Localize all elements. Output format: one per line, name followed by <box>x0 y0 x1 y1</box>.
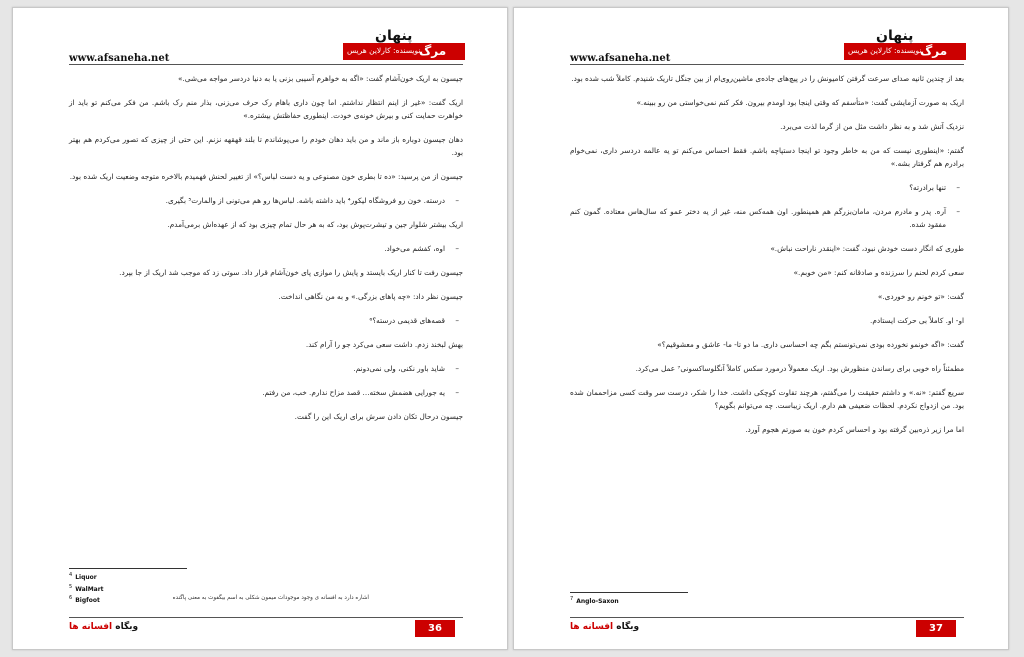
book-title <box>876 28 913 44</box>
paragraph: نزدیک آتش شد و به نظر داشت مثل من از گرما لذت می‌برد. <box>780 122 964 131</box>
footnote <box>570 595 870 607</box>
book-title <box>375 28 412 44</box>
paragraph: بهش لبخند زدم. داشت سعی می‌کرد جو را آرام کند. <box>305 340 463 349</box>
dialogue-line: – اوه، کفشم می‌خواد. <box>69 242 463 255</box>
book-title-word: مرگ <box>920 44 948 58</box>
page-header <box>514 8 1008 68</box>
footer-brand-b: افسانه ها <box>570 622 614 632</box>
site-url: www.afsaneha.net <box>69 53 170 64</box>
footnote-text: Bigfoot <box>75 597 100 604</box>
footer-divider <box>69 617 463 618</box>
footnote-text: WalMart <box>75 585 104 593</box>
paragraph: اما مرا زیر ذره‌بین گرفته بود و احساس کردم خون به صورتم هجوم آورد. <box>745 425 964 434</box>
paragraph: جیسون درحال تکان دادن سرش برای اریک این را گفت. <box>294 412 463 421</box>
dialogue-line: – شاید باور نکنی، ولی نمی‌دونم. <box>69 362 463 375</box>
paragraph: گفتم: «اینطوری نیست که من به خاطر وجود تو اینجا دستپاچه باشم. فقط احساس می‌کنم تو یه عالمه دردسر داری، نمی‌خوام برادرم هم گرفتار بشه.» <box>570 146 964 168</box>
footnote-number: 4 <box>69 572 73 578</box>
book-title-word: مرگ <box>419 44 447 58</box>
paragraph: اریک گفت: «غیر از اینم انتظار نداشتم. اما چون داری باهام رک حرف می‌زنی، بذار منم رک باشم. من فکر می‌کنم تو باید از خواهرت حمایت کنی و بیرش خونه‌ی خودت. اینطوری حفاظتش بیشتره.» <box>69 98 463 120</box>
header-divider <box>570 64 964 65</box>
page-number: 37 <box>916 620 956 637</box>
site-url: www.afsaneha.net <box>570 53 671 64</box>
footer-brand-a: وبگاه <box>115 622 139 632</box>
dialogue-line: – درسته. خون رو فروشگاه لیکور⁴ باید داشته باشه. لباس‌ها رو هم می‌تونی از والمارت⁵ بگیری. <box>69 194 463 207</box>
page-footer <box>13 614 507 638</box>
paragraph: سریع گفتم: «نه.» و داشتم حقیقت را می‌گفتم، هرچند تفاوت کوچکی داشت. خدا را شکر، درست سر وقت کسی مزاحممان شده بود. من ازدواج نکردم. لحظات ضعیفی هم دارم. اریک زیباست. چه می‌توانم بگویم؟ <box>570 388 964 410</box>
document-page-37 <box>513 7 1009 650</box>
paragraph: جیسون از من پرسید: «ده تا بطری خون مصنوعی و یه دست لباس؟» از تغییر لحنش فهمیدم بالاخره متوجه وضعیت اریک شده بود. <box>69 172 463 181</box>
dialogue-line: – قصه‌های قدیمی درسته؟⁶ <box>69 314 463 327</box>
footnote <box>69 583 369 595</box>
paragraph: جیسون نظر داد: «چه پاهای بزرگی.» و به من نگاهی انداخت. <box>278 292 463 301</box>
dialogue-line: – آره. پدر و مادرم مردن، مامان‌بزرگم هم همینطور. اون همه‌کس منه، غیر از یه دختر عمو که سال‌هاس معتاده. گمون کنم مفقود شده. <box>570 205 964 231</box>
paragraph: سعی کردم لحنم را سرزنده و صادقانه کنم: «من خوبم.» <box>793 268 964 277</box>
paragraph: جیسون به اریک خون‌آشام گفت: «اگه به خواهرم آسیبی بزنی یا به دنیا دردسر مواجه می‌شی.» <box>178 74 463 83</box>
header-divider <box>69 64 463 65</box>
author-credit: نویسنده: کارلاین هریس <box>347 46 421 55</box>
paragraph: گفت: «اگه خونمو نخورده بودی نمی‌تونستم بگم چه احساسی داری. ما دو تا- ما- عاشق و معشوقیم؟» <box>657 340 964 349</box>
footer-brand-a: وبگاه <box>616 622 640 632</box>
footnote-text: Anglo-Saxon <box>576 598 619 605</box>
book-title-text: پنهان <box>876 28 914 44</box>
page-footer <box>514 614 1008 638</box>
dialogue-line: – تنها برادرته؟ <box>570 181 964 194</box>
dialogue-line: – یه جورایی هضمش سخته... قصد مزاح ندارم. خب، من رفتم. <box>69 386 463 399</box>
paragraph: گفت: «تو خونم رو خوردی.» <box>877 292 964 301</box>
footnote-divider <box>570 592 688 593</box>
paragraph: مطمئناً راه خوبی برای رساندن منظورش بود. اریک معمولاً درمورد سکس کاملاً آنگلوساکسونی⁷ عمل می‌کرد. <box>635 364 964 373</box>
page-body-text <box>570 72 964 447</box>
footnotes <box>69 568 369 606</box>
paragraph: دهان جیسون دوباره باز ماند و من باید دهان خودم را می‌پوشاندم تا بلند قهقهه نزنم. این حتی از چیزی که تصور می‌کردم هم بهتر بود. <box>69 135 463 157</box>
footnote-divider <box>69 568 187 569</box>
book-title-text: پنهان <box>375 28 413 44</box>
page-header <box>13 8 507 68</box>
paragraph: جیسون رفت تا کنار اریک بایستد و پایش را موازی پای خون‌آشام قرار داد. سوتی زد که موجب شد اریک از جا بپرد. <box>119 268 463 277</box>
footnote <box>69 594 369 606</box>
page-body-text <box>69 72 463 434</box>
paragraph: او- او. کاملاً بی حرکت ایستادم. <box>870 316 964 325</box>
author-credit: نویسنده: کارلاین هریس <box>848 46 922 55</box>
page-number: 36 <box>415 620 455 637</box>
footer-brand <box>69 622 138 632</box>
document-page-36 <box>12 7 508 650</box>
footnote-number: 5 <box>69 583 73 590</box>
footnote-note: اشاره دارد به افسانه ی وجود موجودات میمون شکلی به اسم بیگفوت به معنی پاگنده <box>172 595 369 601</box>
footnote-number: 6 <box>69 595 73 601</box>
footer-brand <box>570 622 639 632</box>
paragraph: بعد از چندین ثانیه صدای سرعت گرفتن کامیونش را در پیچ‌های جاده‌ی ماشین‌روی‌ام از بین جنگل تاریک شنیدم. کاملاً شب شده بود. <box>571 74 964 83</box>
footnote-text: Liquor <box>75 574 97 581</box>
footer-brand-b: افسانه ها <box>69 622 113 632</box>
footnote-number: 7 <box>570 596 574 602</box>
paragraph: طوری که انگار دست خودش نبود، گفت: «اینقدر ناراحت نباش.» <box>770 244 964 253</box>
footnote <box>69 571 369 583</box>
paragraph: اریک به صورت آزمایشی گفت: «متأسفم که وقتی اینجا بود اومدم بیرون. فکر کنم نمی‌خواستی من رو ببینه.» <box>636 98 964 107</box>
footnotes <box>570 592 870 607</box>
paragraph: اریک بیشتر شلوار جین و تیشرت‌پوش بود، که به هر حال تمام چیزی بود که از عهده‌اش برمی‌آمدم. <box>167 220 463 229</box>
footer-divider <box>570 617 964 618</box>
